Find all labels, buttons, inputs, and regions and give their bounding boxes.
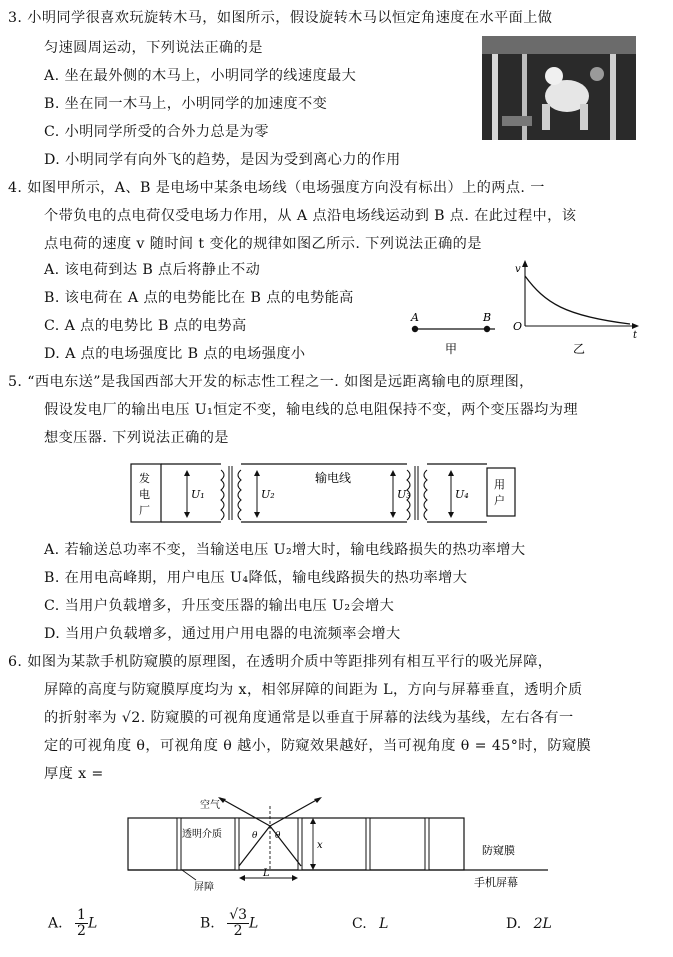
q6-stem-line-3: 的折射率为 √2. 防窥膜的可视角度通常是以垂直于屏幕的法线为基线，左右各有一 <box>44 710 574 726</box>
step-down-transformer <box>407 466 427 520</box>
step-up-transformer <box>221 466 241 520</box>
q4-stem-line-1: 4. 如图甲所示，A、B 是电场中某条电场线（电场强度方向没有标出）上的两点. 一 <box>8 180 545 196</box>
figure-yi <box>505 258 650 358</box>
q6-stem-line-1: 6. 如图为某款手机防窥膜的原理图，在透明介质中等距排列有相互平行的吸光屏障， <box>8 654 553 670</box>
voltage-u4-label: U₄ <box>455 488 469 501</box>
fraction-a: $\frac{1}{2}$ <box>77 907 86 939</box>
q4-option-b: B. 该电荷在 A 点的电势能比在 B 点的电势能高 <box>44 290 354 306</box>
carousel-image <box>482 36 636 140</box>
q5-stem-line-1: 5. “西电东送”是我国西部大开发的标志性工程之一. 如图是远距离输电的原理图， <box>8 374 534 390</box>
q3-option-c: C. 小明同学所受的合外力总是为零 <box>44 124 269 140</box>
q3-stem-line-1: 3. 小明同学很喜欢玩旋转木马，如图所示，假设旋转木马以恒定角速度在水平面上做 <box>8 10 553 26</box>
theta-right-label: θ <box>275 831 281 841</box>
q5-stem-line-2: 假设发电厂的输出电压 U₁恒定不变，输电线的总电阻保持不变，两个变压器均为理 <box>44 402 578 418</box>
q4-stem-line-3: 点电荷的速度 v 随时间 t 变化的规律如图乙所示. 下列说法正确的是 <box>44 236 482 252</box>
q4-option-c: C. A 点的电势比 B 点的电势高 <box>44 318 247 334</box>
q3-option-d: D. 小明同学有向外飞的趋势，是因为受到离心力的作用 <box>44 152 401 168</box>
user-box <box>487 468 515 516</box>
q4-option-a: A. 该电荷到达 B 点后将静止不动 <box>44 262 261 278</box>
film-label: 防窥膜 <box>482 844 515 857</box>
carousel-photo <box>482 36 636 140</box>
svg-text:发: 发 <box>139 472 150 485</box>
q6-option-b: B. $\frac{√3}{2}$ L <box>200 907 259 939</box>
q3-stem-line-2: 匀速圆周运动，下列说法正确的是 <box>44 40 263 56</box>
screen-label: 手机屏幕 <box>474 876 518 889</box>
q6-option-d: D. 2L <box>506 916 552 932</box>
q6-stem-line-4: 定的可视角度 θ，可视角度 θ 越小，防窥效果越好，当可视角度 θ = 45°时，防窥膜 <box>44 738 592 754</box>
voltage-u3-label: U₃ <box>397 488 411 501</box>
transmission-line-label: 输电线 <box>315 471 352 485</box>
q5-option-b: B. 在用电高峰期，用户电压 U₄降低，输电线路损失的热功率增大 <box>44 570 468 586</box>
t-axis-label: t <box>633 330 638 341</box>
q6-option-a: A. $\frac{1}{2}$ L <box>48 907 98 939</box>
svg-text:户: 户 <box>494 494 505 507</box>
point-b-label: B <box>483 311 492 324</box>
voltage-u2-label: U₂ <box>261 488 275 501</box>
origin-label: O <box>513 320 523 333</box>
thickness-x-label: x <box>317 840 323 851</box>
air-label: 空气 <box>200 800 220 811</box>
q6-option-c: C. L <box>352 916 389 932</box>
q4-option-d: D. A 点的电场强度比 B 点的电场强度小 <box>44 346 306 362</box>
q6-stem-line-2: 屏障的高度与防窥膜厚度均为 x，相邻屏障的间距为 L，方向与屏幕垂直，透明介质 <box>44 682 583 698</box>
svg-text:厂: 厂 <box>139 504 150 517</box>
q4-stem-line-2: 个带负电的点电荷仅受电场力作用，从 A 点沿电场线运动到 B 点. 在此过程中，该 <box>44 208 577 224</box>
point-a-label: A <box>411 311 419 324</box>
ray-left-air <box>220 798 270 826</box>
q5-option-c: C. 当用户负载增多，升压变压器的输出电压 U₂会增大 <box>44 598 395 614</box>
fraction-b: $\frac{√3}{2}$ <box>229 907 248 939</box>
figure-yi-caption: 乙 <box>573 342 586 356</box>
spacing-l-label: L <box>263 868 270 879</box>
q5-stem-line-3: 想变压器. 下列说法正确的是 <box>44 430 229 446</box>
velocity-curve <box>525 276 630 324</box>
point-b-dot <box>484 326 490 332</box>
q6-stem-line-5: 厚度 x = <box>44 766 104 782</box>
theta-left-label: θ <box>252 831 258 841</box>
q5-option-a: A. 若输送总功率不变，当输送电压 U₂增大时，输电线路损失的热功率增大 <box>44 542 526 558</box>
barrier-group <box>177 818 429 870</box>
medium-label: 透明介质 <box>182 829 222 840</box>
barrier-label: 屏障 <box>194 882 214 893</box>
transmission-diagram <box>125 458 525 534</box>
voltage-u1-label: U₁ <box>191 488 205 501</box>
power-plant-box <box>131 464 161 522</box>
v-axis-label: v <box>515 264 521 275</box>
q5-option-d: D. 当用户负载增多，通过用户用电器的电流频率会增大 <box>44 626 401 642</box>
q3-option-b: B. 坐在同一木马上，小明同学的加速度不变 <box>44 96 328 112</box>
figure-jia <box>395 305 515 360</box>
privacy-film-diagram <box>120 796 560 896</box>
svg-text:用: 用 <box>494 478 505 491</box>
point-a-dot <box>412 326 418 332</box>
svg-text:电: 电 <box>139 488 150 501</box>
q3-option-a: A. 坐在最外侧的木马上，小明同学的线速度最大 <box>44 68 357 84</box>
figure-jia-caption: 甲 <box>445 342 458 356</box>
